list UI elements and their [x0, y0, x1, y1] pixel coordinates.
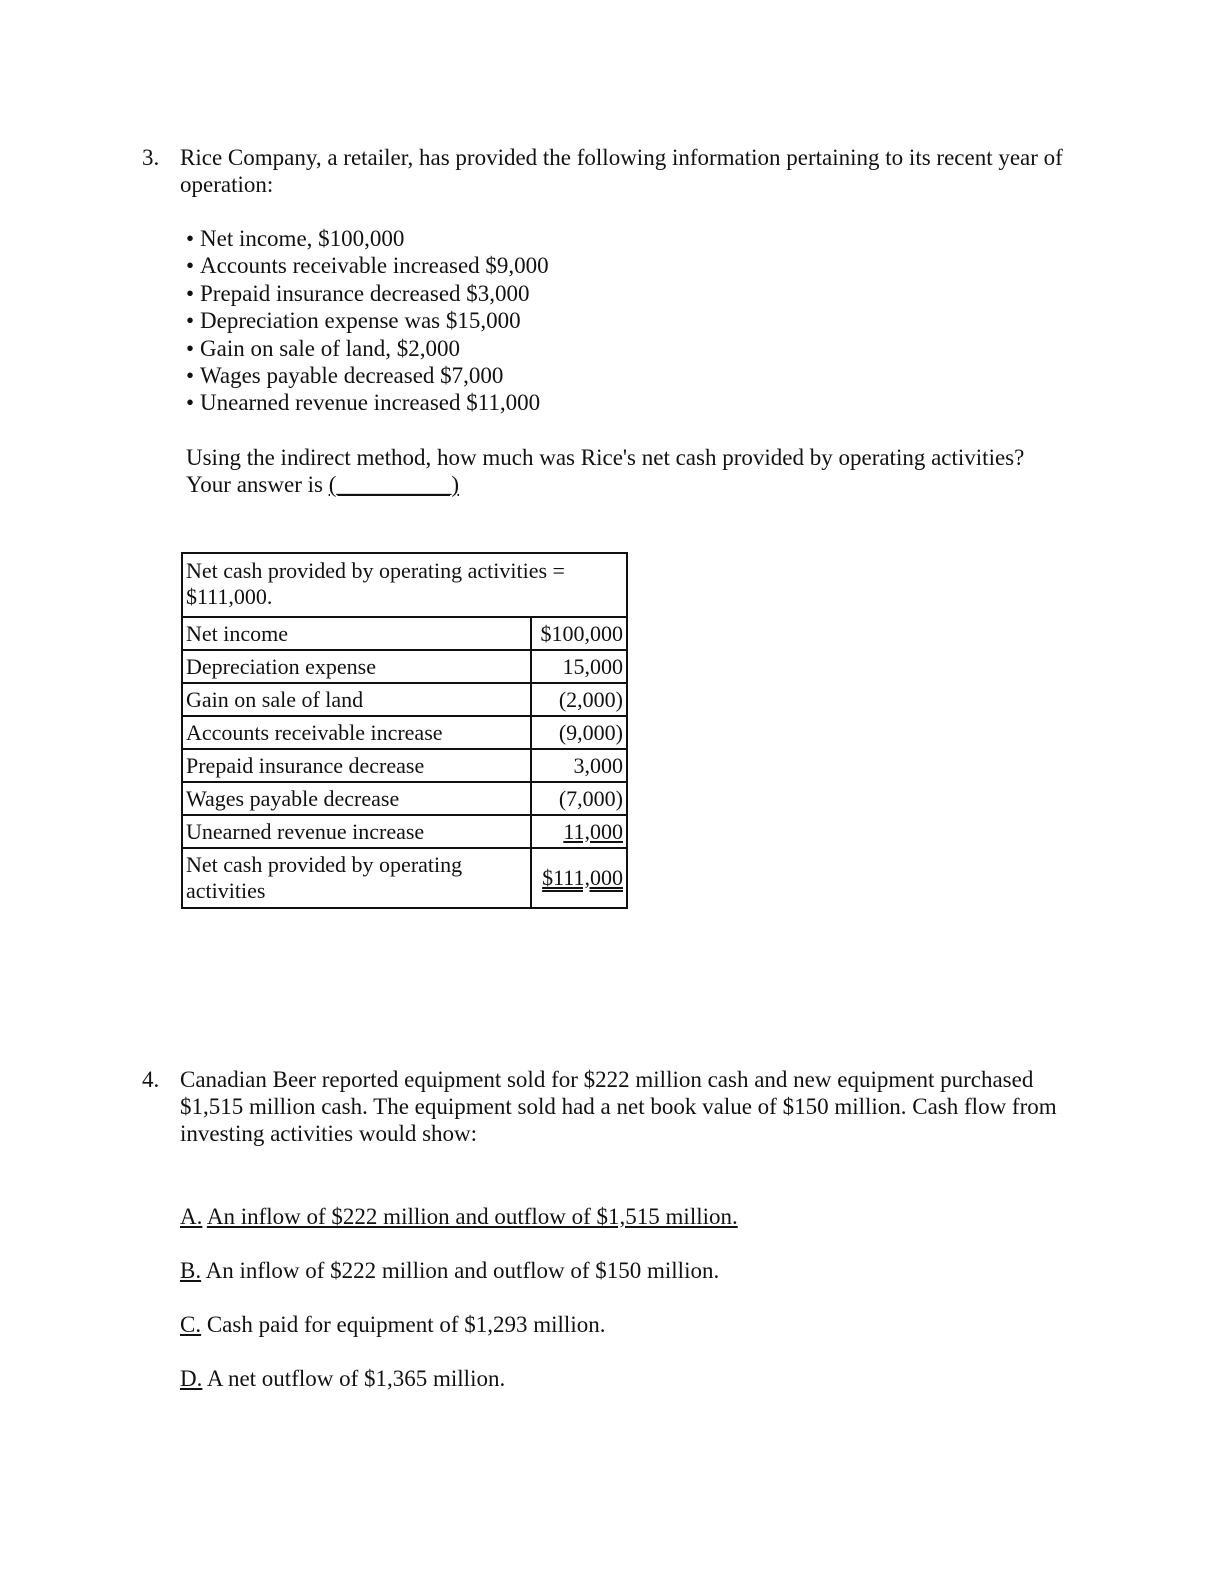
row-amount: 3,000	[531, 749, 627, 782]
total-amount: $111,000	[542, 865, 623, 890]
choice-letter: B.	[180, 1258, 202, 1283]
answer-line	[186, 471, 1066, 498]
question-3-bullet-list	[186, 225, 549, 417]
choice-text: Cash paid for equipment of $1,293 million.	[206, 1312, 606, 1337]
bullet-item: • Accounts receivable increased $9,000	[186, 252, 549, 279]
choice-letter: D.	[180, 1366, 203, 1391]
answer-label: Your answer is	[186, 472, 323, 497]
row-label: Unearned revenue increase	[182, 815, 531, 848]
total-amount-cell	[531, 848, 627, 908]
choice-b[interactable]	[180, 1257, 719, 1284]
answer-blank: (__________)	[328, 472, 460, 497]
table-row	[182, 617, 627, 650]
question-3-text: Rice Company, a retailer, has provided the following information pertaining to its recent year of operation:	[180, 145, 1063, 197]
question-3-number: 3.	[142, 145, 160, 170]
choice-letter: C.	[180, 1312, 202, 1337]
table-row	[182, 782, 627, 815]
choice-d[interactable]	[180, 1365, 505, 1392]
cash-flow-table	[181, 552, 628, 909]
choice-letter: A.	[180, 1204, 203, 1229]
table-row	[182, 683, 627, 716]
bullet-item: • Net income, $100,000	[186, 225, 549, 252]
row-amount: (7,000)	[531, 782, 627, 815]
choice-text: An inflow of $222 million and outflow of $1,515 million.	[206, 1204, 738, 1229]
table-row	[182, 650, 627, 683]
row-label: Depreciation expense	[182, 650, 531, 683]
row-amount: (9,000)	[531, 716, 627, 749]
question-3-prompt	[186, 444, 1066, 498]
choice-text: An inflow of $222 million and outflow of $150 million.	[205, 1258, 720, 1283]
bullet-item: • Wages payable decreased $7,000	[186, 362, 549, 389]
table-total-row	[182, 848, 627, 908]
row-amount: 11,000	[563, 818, 623, 844]
row-amount: (2,000)	[531, 683, 627, 716]
bullet-item: • Unearned revenue increased $11,000	[186, 389, 549, 416]
table-row	[182, 749, 627, 782]
table-header: Net cash provided by operating activities = $111,000.	[182, 553, 627, 617]
table-row	[182, 716, 627, 749]
row-label: Accounts receivable increase	[182, 716, 531, 749]
bullet-item: • Prepaid insurance decreased $3,000	[186, 280, 549, 307]
table-row	[182, 815, 627, 848]
choice-text: A net outflow of $1,365 million.	[206, 1366, 506, 1391]
choice-a[interactable]	[180, 1203, 738, 1230]
row-label: Net income	[182, 617, 531, 650]
row-amount: $100,000	[531, 617, 627, 650]
bullet-item: • Depreciation expense was $15,000	[186, 307, 549, 334]
row-label: Gain on sale of land	[182, 683, 531, 716]
row-amount: 15,000	[531, 650, 627, 683]
row-amount-cell	[531, 815, 627, 848]
total-label: Net cash provided by operating activities	[182, 848, 531, 908]
bullet-item: • Gain on sale of land, $2,000	[186, 335, 549, 362]
question-4-text: Canadian Beer reported equipment sold for $222 million cash and new equipment purchased $1,515 million cash. The equipment sold had a net book value of $150 million. Cash flow from investing activities would show:	[180, 1067, 1057, 1146]
choice-c[interactable]	[180, 1311, 605, 1338]
question-4-number: 4.	[142, 1067, 160, 1092]
prompt-text: Using the indirect method, how much was Rice's net cash provided by operating activities?	[186, 445, 1025, 470]
row-label: Prepaid insurance decrease	[182, 749, 531, 782]
row-label: Wages payable decrease	[182, 782, 531, 815]
